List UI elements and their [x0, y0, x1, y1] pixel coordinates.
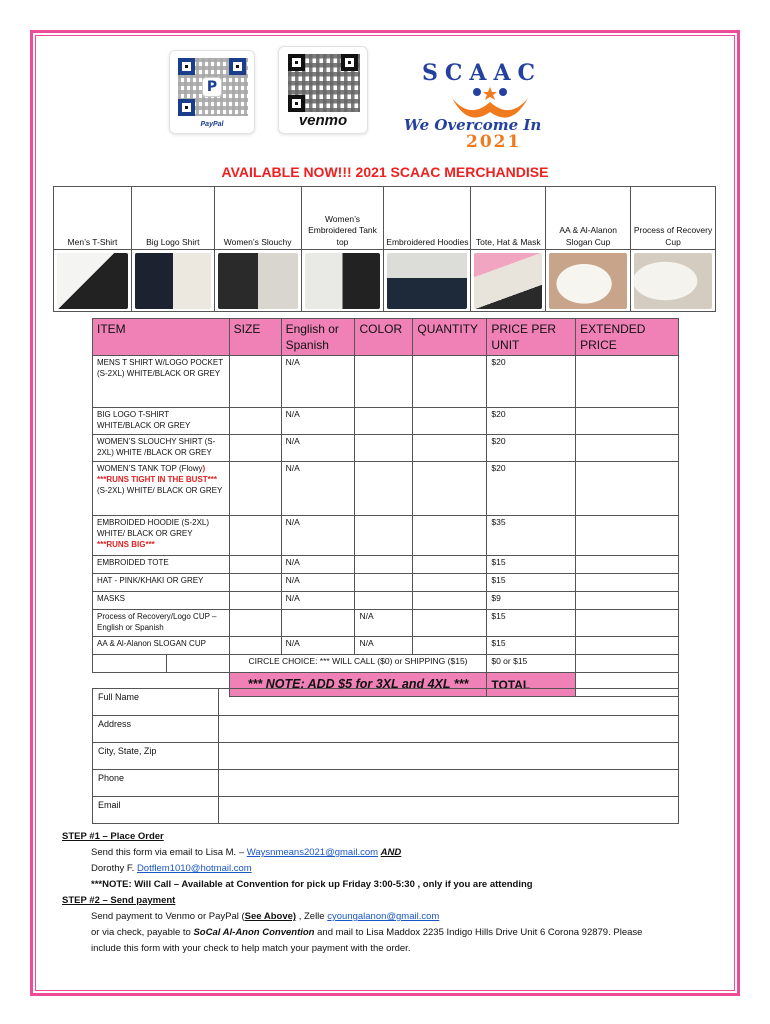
quantity-input[interactable] — [413, 356, 487, 408]
shipping-price: $0 or $15 — [487, 655, 576, 673]
product-label: Process of Recovery Cup — [631, 187, 716, 250]
size-input[interactable] — [229, 592, 281, 610]
instruction-line — [62, 909, 712, 925]
quantity-input[interactable] — [413, 462, 487, 516]
extended-price-input[interactable] — [576, 556, 679, 574]
header-size: SIZE — [229, 319, 281, 356]
mens-tshirt-photo — [57, 253, 128, 309]
instruction-text: and mail to Lisa Maddox 2235 Indigo Hills Drive Unit 6 Corona 92879. Please — [317, 927, 643, 938]
item-name: EMBROIDED TOTE — [93, 556, 230, 574]
header-color: COLOR — [355, 319, 413, 356]
size-input[interactable] — [229, 556, 281, 574]
instructions — [62, 829, 712, 957]
unit-price: $15 — [487, 556, 576, 574]
product-label: Tote, Hat & Mask — [471, 187, 546, 250]
table-row — [93, 516, 679, 556]
unit-price: $15 — [487, 610, 576, 637]
size-input[interactable] — [229, 408, 281, 435]
zelle-email-link[interactable]: cyoungalanon@gmail.com — [327, 911, 440, 922]
quantity-input[interactable] — [413, 516, 487, 556]
total-label: TOTAL — [487, 673, 576, 697]
language-cell: N/A — [281, 574, 355, 592]
quantity-input[interactable] — [413, 610, 487, 637]
color-cell: N/A — [355, 637, 413, 655]
item-name: BIG LOGO T-SHIRT WHITE/BLACK OR GREY — [93, 408, 230, 435]
header-quantity: QUANTITY — [413, 319, 487, 356]
tote-hat-mask-photo — [474, 253, 542, 309]
size-input[interactable] — [229, 516, 281, 556]
product-strip — [53, 186, 716, 312]
color-cell: N/A — [355, 610, 413, 637]
extended-price-input[interactable] — [576, 408, 679, 435]
big-logo-shirt-photo — [135, 253, 211, 309]
venmo-qr-code — [278, 46, 368, 134]
header-extended-price: EXTENDED PRICE — [576, 319, 679, 356]
address-field[interactable] — [219, 716, 679, 743]
unit-price: $35 — [487, 516, 576, 556]
product-label: Women’s Slouchy — [214, 187, 301, 250]
scaac-logo — [400, 58, 600, 156]
recovery-cup-photo — [634, 253, 712, 309]
extended-price-input[interactable] — [576, 637, 679, 655]
phone-field[interactable] — [219, 770, 679, 797]
color-input[interactable] — [355, 356, 413, 408]
size-input[interactable] — [229, 637, 281, 655]
product-label: Men’s T-Shirt — [54, 187, 132, 250]
item-text: WOMEN’S TANK TOP (Flowy — [97, 464, 203, 474]
womens-slouchy-photo — [218, 253, 298, 309]
instruction-line: include this form with your check to help match your payment with the order. — [91, 943, 411, 954]
quantity-input[interactable] — [413, 408, 487, 435]
language-cell: N/A — [281, 637, 355, 655]
logo-tagline: We Overcome In — [404, 116, 542, 134]
unit-price: $15 — [487, 637, 576, 655]
email-link-dorothy[interactable]: Dotflem1010@hotmail.com — [136, 863, 252, 874]
extended-price-input[interactable] — [576, 574, 679, 592]
size-input[interactable] — [229, 574, 281, 592]
size-input[interactable] — [229, 610, 281, 637]
paypal-icon: P — [202, 77, 222, 97]
quantity-input[interactable] — [413, 435, 487, 462]
quantity-input[interactable] — [413, 574, 487, 592]
size-surcharge-note: *** NOTE: ADD $5 for 3XL and 4XL *** — [229, 673, 487, 697]
table-row — [93, 356, 679, 408]
contact-table — [92, 688, 679, 824]
table-row — [93, 408, 679, 435]
color-input[interactable] — [355, 435, 413, 462]
email-label: Email — [93, 797, 219, 824]
language-cell: N/A — [281, 435, 355, 462]
language-cell: N/A — [281, 592, 355, 610]
extended-price-input[interactable] — [576, 516, 679, 556]
shipping-row — [93, 655, 679, 673]
instruction-text: Send this form via email to Lisa M. – — [91, 847, 245, 858]
extended-price-input[interactable] — [576, 356, 679, 408]
unit-price: $20 — [487, 356, 576, 408]
paypal-qr-code — [169, 50, 255, 134]
hoodies-photo — [387, 253, 467, 309]
language-cell: N/A — [281, 356, 355, 408]
item-name: MENS T SHIRT W/LOGO POCKET (S-2XL) WHITE/BLACK OR GREY — [93, 356, 230, 408]
color-input[interactable] — [355, 592, 413, 610]
instruction-text: , Zelle — [298, 911, 325, 922]
item-name — [93, 462, 230, 516]
address-label: Address — [93, 716, 219, 743]
extended-price-input[interactable] — [576, 592, 679, 610]
size-input[interactable] — [229, 435, 281, 462]
order-table — [92, 318, 679, 697]
quantity-input[interactable] — [413, 637, 487, 655]
instruction-line — [62, 925, 712, 941]
will-call-note: ***NOTE: Will Call – Available at Convention for pick up Friday 3:00-5:30 , only if you are attending — [91, 879, 533, 890]
table-row — [93, 435, 679, 462]
header-price-per-unit: PRICE PER UNIT — [487, 319, 576, 356]
item-name: WOMEN’S SLOUCHY SHIRT (S-2XL) WHITE /BLACK OR GREY — [93, 435, 230, 462]
unit-price: $9 — [487, 592, 576, 610]
item-text: (S-2XL) WHITE/ BLACK OR GREY — [97, 485, 223, 495]
slogan-cup-photo — [549, 253, 627, 309]
product-label: AA & Al-Alanon Slogan Cup — [546, 187, 631, 250]
instruction-text: Send payment to Venmo or PayPal ( — [91, 911, 245, 922]
logo-year: 2021 — [466, 132, 522, 152]
color-input[interactable] — [355, 516, 413, 556]
size-input[interactable] — [229, 462, 281, 516]
color-input[interactable] — [355, 574, 413, 592]
header-language: English or Spanish — [281, 319, 355, 356]
phone-label: Phone — [93, 770, 219, 797]
instruction-text: or via check, payable to — [91, 927, 191, 938]
unit-price: $20 — [487, 408, 576, 435]
item-warning: ***RUNS TIGHT IN THE BUST*** — [97, 475, 218, 485]
extended-price-input[interactable] — [576, 435, 679, 462]
unit-price: $15 — [487, 574, 576, 592]
language-input[interactable] — [281, 610, 355, 637]
logo-title: SCAAC — [422, 60, 543, 86]
language-cell: N/A — [281, 556, 355, 574]
paypal-label: PayPal — [200, 121, 224, 128]
color-input[interactable] — [355, 408, 413, 435]
color-input[interactable] — [355, 556, 413, 574]
product-label: Embroidered Hoodies — [384, 187, 471, 250]
item-text: EMBROIDED HOODIE (S-2XL) WHITE/ BLACK OR GREY — [97, 518, 210, 539]
extended-price-input[interactable] — [576, 610, 679, 637]
venmo-label: venmo — [298, 112, 348, 129]
step-1-heading: STEP #1 – Place Order — [62, 831, 164, 842]
header-item: ITEM — [93, 319, 230, 356]
language-cell: N/A — [281, 408, 355, 435]
table-row — [93, 462, 679, 516]
item-name: AA & Al-Alanon SLOGAN CUP — [93, 637, 230, 655]
payee-name: SoCal Al-Anon Convention — [193, 927, 315, 938]
product-label: Big Logo Shirt — [131, 187, 214, 250]
instruction-line — [62, 845, 712, 861]
email-field[interactable] — [219, 797, 679, 824]
color-input[interactable] — [355, 462, 413, 516]
item-name: HAT - PINK/KHAKI OR GREY — [93, 574, 230, 592]
quantity-input[interactable] — [413, 592, 487, 610]
item-name — [93, 516, 230, 556]
item-warning: ***RUNS BIG*** — [97, 539, 155, 549]
extended-price-input[interactable] — [576, 462, 679, 516]
unit-price: $20 — [487, 435, 576, 462]
unit-price: $20 — [487, 462, 576, 516]
size-input[interactable] — [229, 356, 281, 408]
quantity-input[interactable] — [413, 556, 487, 574]
email-link-lisa[interactable]: Waysnmeans2021@gmail.com — [246, 847, 379, 858]
product-label: Women’s Embroidered Tank top — [301, 187, 384, 250]
table-row — [93, 592, 679, 610]
item-name: Process of Recovery/Logo CUP – English or Spanish — [93, 610, 230, 637]
full-name-field[interactable] — [219, 689, 679, 716]
step-2-heading: STEP #2 – Send payment — [62, 895, 176, 906]
full-name-label: Full Name — [93, 689, 219, 716]
city-state-zip-label: City, State, Zip — [93, 743, 219, 770]
instruction-text: Dorothy F. — [91, 863, 135, 874]
city-state-zip-field[interactable] — [219, 743, 679, 770]
table-row — [93, 574, 679, 592]
womens-tank-photo — [305, 253, 381, 309]
see-above-text: See Above) — [244, 911, 297, 922]
item-text-red: ) — [202, 464, 206, 474]
language-cell: N/A — [281, 516, 355, 556]
page-title: AVAILABLE NOW!!! 2021 SCAAC MERCHANDISE — [221, 164, 549, 180]
table-row — [93, 556, 679, 574]
instruction-line — [62, 861, 712, 877]
shipping-extended-input[interactable] — [576, 655, 679, 673]
language-cell: N/A — [281, 462, 355, 516]
item-name: MASKS — [93, 592, 230, 610]
table-row — [93, 610, 679, 637]
shipping-choice[interactable]: CIRCLE CHOICE: *** WILL CALL ($0) or SHIPPING ($15) — [229, 655, 487, 673]
table-row — [93, 637, 679, 655]
and-text: AND — [380, 847, 402, 858]
